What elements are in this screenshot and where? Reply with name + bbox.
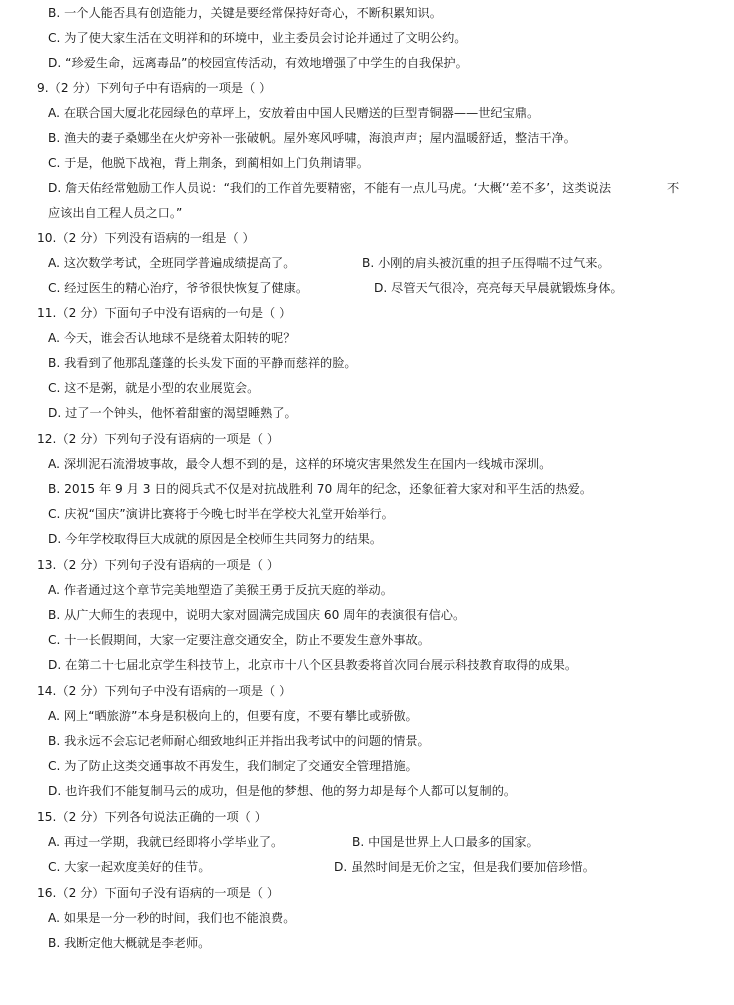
q11-option-c: C. 这不是粥，就是小型的农业展览会。 xyxy=(48,381,260,395)
q12-stem: 12.（2 分）下列句子没有语病的一项是（ ） xyxy=(37,432,280,446)
q12-option-a: A. 深圳泥石流滑坡事故，最令人想不到的是，这样的环境灾害果然发生在国内一线城市深圳。 xyxy=(48,457,552,471)
q9-option-d-line1-tail: 不 xyxy=(667,181,680,195)
q15-option-c: C. 大家一起欢度美好的佳节。 xyxy=(48,860,211,874)
q9-option-b: B. 渔夫的妻子桑娜坐在火炉旁补一张破帆。屋外寒风呼啸，海浪声声；屋内温暖舒适，整洁干净。 xyxy=(48,131,576,145)
q15-option-b: B. 中国是世界上人口最多的国家。 xyxy=(352,835,539,849)
q14-stem: 14.（2 分）下列句子中没有语病的一项是（ ） xyxy=(37,684,292,698)
q11-option-d: D. 过了一个钟头，他怀着甜蜜的渴望睡熟了。 xyxy=(48,406,297,420)
q14-option-a: A. 网上“晒旅游”本身是积极向上的，但要有度，不要有攀比或骄傲。 xyxy=(48,709,418,723)
q14-option-d: D. 也许我们不能复制马云的成功，但是他的梦想、他的努力却是每个人都可以复制的。 xyxy=(48,784,517,798)
q12-option-d: D. 今年学校取得巨大成就的原因是全校师生共同努力的结果。 xyxy=(48,532,383,546)
q15-option-d: D. 虽然时间是无价之宝，但是我们要加倍珍惜。 xyxy=(334,860,595,874)
q13-option-b: B. 从广大师生的表现中，说明大家对圆满完成国庆 60 周年的表演很有信心。 xyxy=(48,608,466,622)
q9-option-c: C. 于是，他脱下战袍，背上荆条，到蔺相如上门负荆请罪。 xyxy=(48,156,369,170)
q13-option-a: A. 作者通过这个章节完美地塑造了美猴王勇于反抗天庭的举动。 xyxy=(48,583,393,597)
q13-option-c: C. 十一长假期间，大家一定要注意交通安全，防止不要发生意外事故。 xyxy=(48,633,430,647)
q11-option-b: B. 我看到了他那乱蓬蓬的长头发下面的平静而慈祥的脸。 xyxy=(48,356,357,370)
q8-option-c: C. 为了使大家生活在文明祥和的环境中，业主委员会讨论并通过了文明公约。 xyxy=(48,31,467,45)
q9-option-d-line2: 应该出自工程人员之口。” xyxy=(48,206,183,220)
q10-option-b: B. 小刚的肩头被沉重的担子压得喘不过气来。 xyxy=(362,256,610,270)
q9-option-d-line1: D. 詹天佑经常勉励工作人员说：“我们的工作首先要精密，不能有一点儿马虎。‘大概’‘差不多’，这类说法 xyxy=(48,181,612,195)
q12-option-b: B. 2015 年 9 月 3 日的阅兵式不仅是对抗战胜利 70 周年的纪念，还象征着大家对和平生活的热爱。 xyxy=(48,482,593,496)
q14-option-b: B. 我永远不会忘记老师耐心细致地纠正并指出我考试中的问题的情景。 xyxy=(48,734,430,748)
q10-option-c: C. 经过医生的精心治疗，爷爷很快恢复了健康。 xyxy=(48,281,309,295)
q8-option-d: D. “珍爱生命，远离毒品”的校园宣传活动，有效地增强了中学生的自我保护。 xyxy=(48,56,468,70)
q8-option-b: B. 一个人能否具有创造能力，关键是要经常保持好奇心，不断积累知识。 xyxy=(48,6,442,20)
q11-option-a: A. 今天，谁会否认地球不是绕着太阳转的呢？ xyxy=(48,331,296,345)
q14-option-c: C. 为了防止这类交通事故不再发生，我们制定了交通安全管理措施。 xyxy=(48,759,418,773)
q13-stem: 13.（2 分）下列句子没有语病的一项是（ ） xyxy=(37,558,280,572)
q9-stem: 9.（2 分）下列句子中有语病的一项是（ ） xyxy=(37,81,272,95)
q16-stem: 16.（2 分）下面句子没有语病的一项是（ ） xyxy=(37,886,280,900)
q16-option-a: A. 如果是一分一秒的时间，我们也不能浪费。 xyxy=(48,911,296,925)
q10-option-d: D. 尽管天气很冷，亮亮每天早晨就锻炼身体。 xyxy=(374,281,623,295)
q10-option-a: A. 这次数学考试，全班同学普遍成绩提高了。 xyxy=(48,256,296,270)
q10-stem: 10.（2 分）下列没有语病的一组是（ ） xyxy=(37,231,255,245)
q16-option-b: B. 我断定他大概就是李老师。 xyxy=(48,936,211,950)
q13-option-d: D. 在第二十七届北京学生科技节上，北京市十八个区县教委将首次同台展示科技教育取得的成果。 xyxy=(48,658,578,672)
q9-option-a: A. 在联合国大厦北花园绿色的草坪上，安放着由中国人民赠送的巨型青铜器——世纪宝鼎。 xyxy=(48,106,540,120)
q15-option-a: A. 再过一学期，我就已经即将小学毕业了。 xyxy=(48,835,284,849)
q12-option-c: C. 庆祝“国庆”演讲比赛将于今晚七时半在学校大礼堂开始举行。 xyxy=(48,507,394,521)
q11-stem: 11.（2 分）下面句子中没有语病的一句是（ ） xyxy=(37,306,292,320)
q15-stem: 15.（2 分）下列各句说法正确的一项（ ） xyxy=(37,810,267,824)
